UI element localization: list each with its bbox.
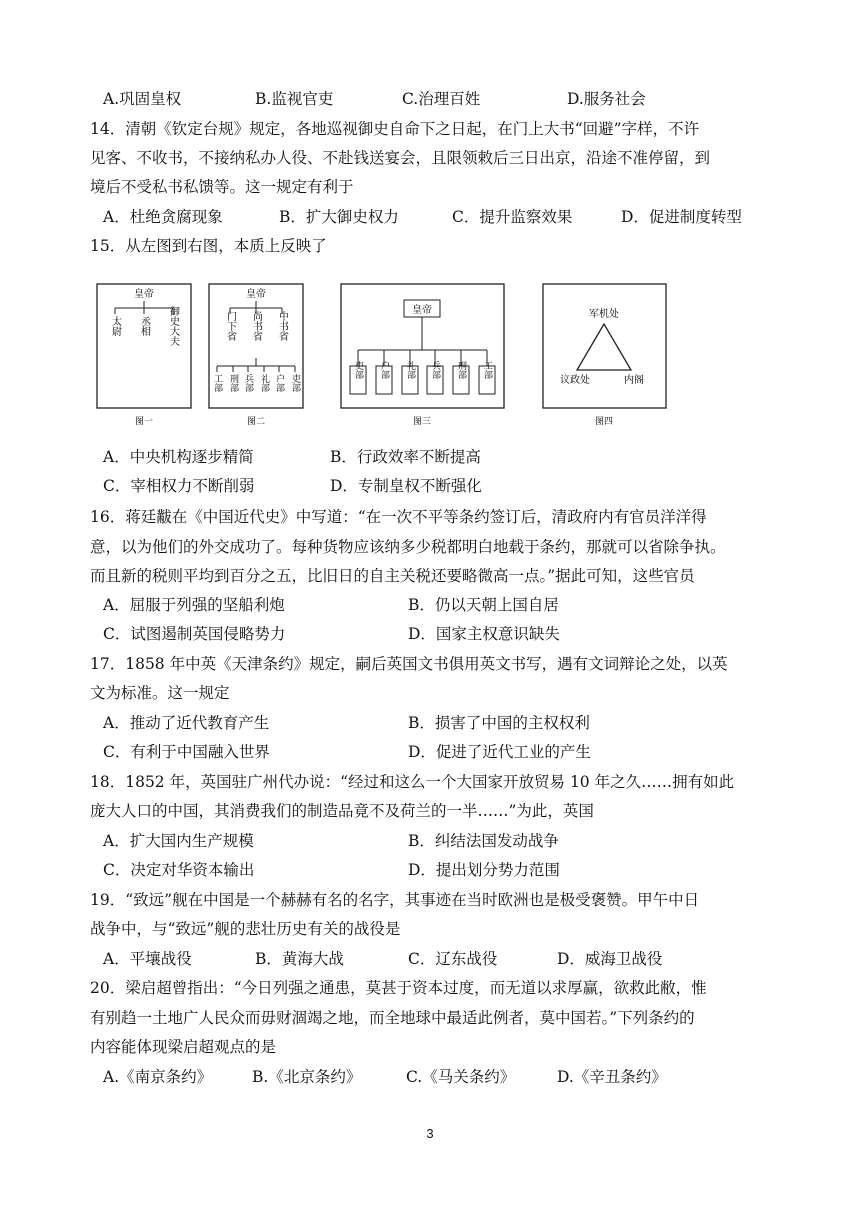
q17-option-d: D．促进了近代工业的产生 [408, 743, 591, 761]
q16-stem-line-2: 意，以为他们的外交成功了。每种货物应该纳多少税都明白地载于条约，那就可以省除争执。 [90, 538, 726, 556]
q16-option-b: B．仍以天朝上国自居 [408, 596, 559, 614]
fig1-branch-1: 太尉 [109, 316, 121, 336]
fig3-branch-5: 刑部 [456, 361, 466, 379]
fig3-emperor: 皇帝 [412, 305, 432, 316]
q16-stem-line-3: 而且新的税则平均到百分之五，比旧日的自主关税还要略微高一点。”据此可知，这些官员 [90, 567, 695, 585]
q19-stem-line-2: 战争中，与“致远”舰的悲壮历史有关的战役是 [90, 920, 401, 938]
q17-option-c: C．有利于中国融入世界 [103, 743, 270, 761]
q18-option-c: C．决定对华资本输出 [103, 861, 255, 879]
q13-option-b: B.监视官吏 [255, 90, 334, 108]
q18-stem-line-1: 18．1852 年，英国驻广州代办说：“经过和这么一个大国家开放贸易 10 年之久……拥有如此 [90, 773, 735, 791]
q14-stem-line-2: 见客、不收书，不接纳私办人役、不赴钱送宴会，且限领敕后三日出京，沿途不准停留，到 [90, 149, 711, 167]
fig3-branch-2: 户部 [379, 361, 389, 379]
q18-option-d: D．提出划分势力范围 [408, 861, 560, 879]
q19-option-a: A．平壤战役 [103, 950, 192, 968]
q20-stem-line-3: 内容能体现梁启超观点的是 [90, 1038, 277, 1056]
fig2-branch-2: 尚书省 [250, 311, 262, 341]
q19-option-b: B．黄海大战 [255, 950, 344, 968]
figure-3 [341, 284, 504, 427]
figure-4 [543, 284, 666, 427]
fig1-emperor: 皇帝 [134, 289, 154, 300]
q20-stem-line-2: 有别趋一土地广人民众而毋财涸竭之地，而全地球中最适此例者，莫中国若。”下列条约的 [90, 1009, 695, 1027]
q20-option-b: B.《北京条约》 [252, 1068, 362, 1086]
fig2-sub-4: 礼部 [259, 374, 269, 392]
fig2-caption: 图二 [246, 417, 266, 427]
q14-option-c: C．提升监察效果 [452, 208, 573, 226]
q17-stem-line-2: 文为标准。这一规定 [90, 684, 230, 702]
fig2-branch-1: 门下省 [224, 311, 236, 341]
fig3-branch-1: 吏部 [353, 361, 363, 379]
q15-option-c: C．宰相权力不断削弱 [103, 477, 255, 495]
q18-stem-line-2: 庞大人口的中国，其消费我们的制造品竟不及荷兰的一半……”为此，英国 [90, 802, 594, 820]
q15-option-d: D．专制皇权不断强化 [330, 477, 482, 495]
figure-1 [97, 284, 191, 427]
q14-stem-line-3: 境后不受私书私馈等。这一规定有利于 [90, 178, 354, 196]
fig4-caption: 图四 [594, 417, 614, 427]
fig2-emperor: 皇帝 [246, 289, 266, 300]
q15-stem: 15．从左图到右图，本质上反映了 [90, 237, 327, 255]
fig1-branch-3: 御史大夫 [167, 306, 179, 346]
q19-option-c: C．辽东战役 [408, 950, 498, 968]
fig2-sub-3: 兵部 [243, 374, 253, 392]
page-number: 3 [426, 1126, 434, 1141]
fig1-caption: 图一 [134, 417, 154, 427]
q20-option-a: A.《南京条约》 [103, 1068, 213, 1086]
q15-option-b: B．行政效率不断提高 [330, 448, 481, 466]
q20-stem-line-1: 20．梁启超曾指出：“今日列强之通患，莫甚于资本过度，而无道以求厚赢，欲救此敝，惟 [90, 979, 707, 997]
figure-2 [209, 284, 303, 427]
q16-option-d: D．国家主权意识缺失 [408, 625, 560, 643]
q13-option-c: C.治理百姓 [402, 90, 481, 108]
fig4-node-1: 军机处 [589, 309, 619, 320]
q18-option-b: B．纠结法国发动战争 [408, 832, 559, 850]
fig4-node-3: 内阁 [624, 375, 644, 386]
q13-option-d: D.服务社会 [567, 90, 646, 108]
q15-diagrams [90, 280, 730, 430]
fig4-node-2: 议政处 [560, 375, 590, 386]
q14-option-d: D．促进制度转型 [621, 208, 742, 226]
q14-option-a: A．杜绝贪腐现象 [103, 208, 223, 226]
q19-option-d: D．威海卫战役 [557, 950, 663, 968]
fig3-caption: 图三 [412, 417, 432, 427]
q17-option-b: B．损害了中国的主权权利 [408, 714, 590, 732]
fig3-branch-4: 兵部 [430, 361, 440, 379]
q16-option-a: A．屈服于列强的坚船利炮 [103, 596, 285, 614]
q17-stem-line-1: 17．1858 年中英《天津条约》规定，嗣后英国文书俱用英文书写，遇有文词辩论之处，以英 [90, 655, 728, 673]
fig2-sub-1: 工部 [212, 374, 222, 392]
q20-option-d: D.《辛丑条约》 [557, 1068, 667, 1086]
q18-option-a: A．扩大国内生产规模 [103, 832, 254, 850]
q16-stem-line-1: 16．蒋廷黻在《中国近代史》中写道：“在一次不平等条约签订后，清政府内有官员洋洋得 [90, 508, 707, 526]
q14-option-b: B．扩大御史权力 [279, 208, 399, 226]
fig3-branch-6: 工部 [482, 361, 492, 379]
fig3-branch-3: 礼部 [405, 361, 415, 379]
fig2-sub-5: 户部 [274, 374, 284, 392]
q17-option-a: A．推动了近代教育产生 [103, 714, 270, 732]
q14-stem-line-1: 14．清朝《钦定台规》规定，各地巡视御史自命下之日起，在门上大书“回避”字样，不许 [90, 120, 700, 138]
q15-option-a: A．中央机构逐步精简 [103, 448, 254, 466]
fig2-branch-3: 中书省 [276, 311, 288, 341]
q20-option-c: C.《马关条约》 [406, 1068, 516, 1086]
fig2-sub-2: 刑部 [228, 374, 238, 392]
q19-stem-line-1: 19．“致远”舰在中国是一个赫赫有名的名字，其事迹在当时欧洲也是极受褒赞。甲午中日 [90, 891, 700, 909]
fig1-branch-2: 丞相 [138, 316, 150, 336]
fig2-sub-6: 吏部 [290, 374, 300, 392]
q13-option-a: A.巩固皇权 [103, 90, 182, 108]
q16-option-c: C．试图遏制英国侵略势力 [103, 625, 286, 643]
